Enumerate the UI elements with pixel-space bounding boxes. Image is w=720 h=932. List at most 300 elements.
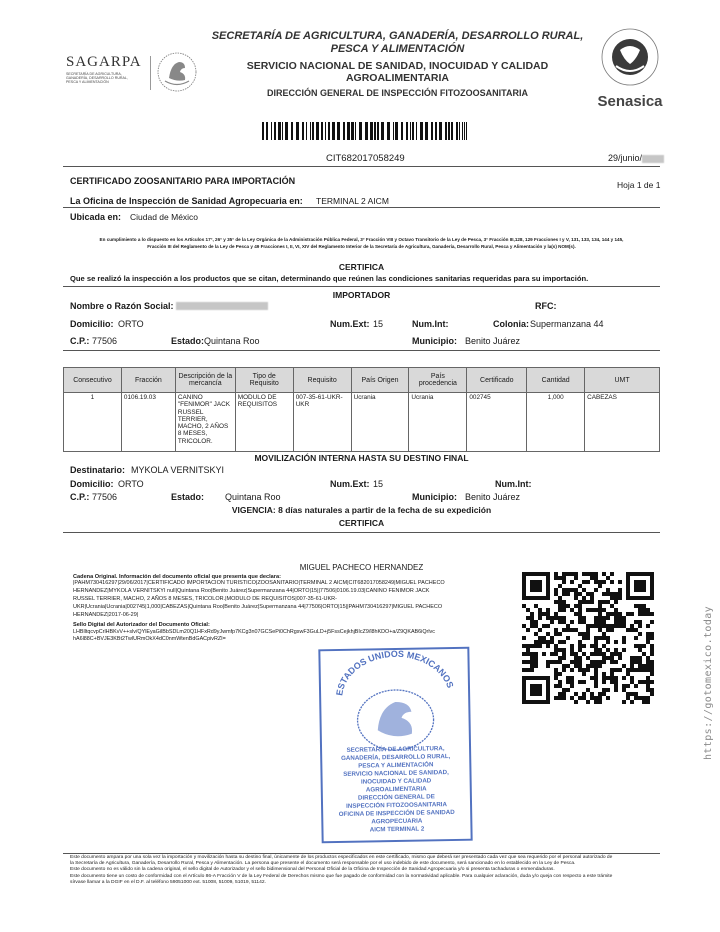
cadena-line: RUSSEL TERRIER, MACHO, 2 AÑOS 8 MESES, TRICOLOR.|MODULO DE REQUISITOS|007-35-61-UKR- xyxy=(73,596,337,602)
qr-module xyxy=(598,584,602,588)
qr-module xyxy=(530,580,534,584)
qr-module xyxy=(594,700,598,704)
qr-module xyxy=(606,624,610,628)
table-cell: 007-35-61-UKR-UKR xyxy=(293,393,351,452)
qr-module xyxy=(618,624,622,628)
qr-module xyxy=(566,636,570,640)
sagarpa-sub-line: GANADERÍA, DESARROLLO RURAL, xyxy=(66,76,128,81)
qr-module xyxy=(578,668,582,672)
qr-module xyxy=(646,632,650,636)
stamp-line: INSPECCIÓN FITOZOOSANITARIA xyxy=(346,801,448,810)
qr-module xyxy=(566,592,570,596)
qr-module xyxy=(522,596,526,600)
column-header: Certificado xyxy=(467,368,527,393)
qr-module xyxy=(634,660,638,664)
qr-module xyxy=(530,688,534,692)
qr-module xyxy=(538,644,542,648)
qr-module xyxy=(602,644,606,648)
qr-module xyxy=(522,700,526,704)
qr-module xyxy=(634,584,638,588)
qr-module xyxy=(570,628,574,632)
qr-module xyxy=(622,620,626,624)
sagarpa-logo xyxy=(66,54,148,94)
barcode-bar xyxy=(406,122,408,140)
qr-module xyxy=(534,624,538,628)
qr-module xyxy=(566,680,570,684)
qr-module xyxy=(634,696,638,700)
header-direccion: DIRECCIÓN GENERAL DE INSPECCIÓN FITOZOOSANITARIA xyxy=(266,88,529,98)
qr-module xyxy=(574,588,578,592)
qr-module xyxy=(634,580,638,584)
qr-module xyxy=(546,660,550,664)
qr-module xyxy=(582,596,586,600)
barcode-bar xyxy=(351,122,354,140)
qr-module xyxy=(642,580,646,584)
barcode-bar xyxy=(337,122,340,140)
qr-module xyxy=(618,612,622,616)
qr-module xyxy=(562,580,566,584)
qr-module xyxy=(638,696,642,700)
qr-module xyxy=(542,636,546,640)
barcode-bar xyxy=(445,122,447,140)
qr-module xyxy=(574,664,578,668)
qr-module xyxy=(618,616,622,620)
qr-module xyxy=(534,660,538,664)
qr-module xyxy=(606,696,610,700)
qr-module xyxy=(530,612,534,616)
barcode-bar xyxy=(464,122,465,140)
qr-module xyxy=(538,588,542,592)
qr-module xyxy=(598,616,602,620)
qr-module xyxy=(582,644,586,648)
stamp-line: DIRECCIÓN GENERAL DE xyxy=(357,793,435,802)
table-cell: 1 xyxy=(64,393,122,452)
qr-module xyxy=(586,688,590,692)
qr-module xyxy=(626,576,630,580)
footer-line: sírvase llamar a la DGIF en el D.F. al teléfono 59051000 ext. 51008, 51009, 51019, 51142. xyxy=(70,879,266,885)
qr-module xyxy=(630,692,634,696)
qr-module xyxy=(546,616,550,620)
qr-module xyxy=(546,588,550,592)
qr-module xyxy=(590,644,594,648)
qr-module xyxy=(550,640,554,644)
qr-module xyxy=(530,596,534,600)
official-stamp xyxy=(316,645,474,846)
qr-module xyxy=(522,652,526,656)
redacted-nombre xyxy=(176,302,268,310)
qr-module xyxy=(554,644,558,648)
barcode-bar xyxy=(328,122,330,140)
qr-module xyxy=(526,648,530,652)
qr-module xyxy=(594,644,598,648)
qr-module xyxy=(590,664,594,668)
qr-module xyxy=(558,616,562,620)
footer-line: Este documento ampara por una sola vez la importación y movilización hasta su destino final, únicamente de los productos especificados en este certificado, mismo que deberá ser presentado cada vez que sea requerido por el personal autorizado de xyxy=(70,855,613,860)
qr-module xyxy=(606,592,610,596)
qr-module xyxy=(590,608,594,612)
qr-module xyxy=(606,588,610,592)
qr-module xyxy=(558,680,562,684)
qr-module xyxy=(570,684,574,688)
qr-module xyxy=(618,592,622,596)
qr-module xyxy=(550,616,554,620)
ubicada-value: Ciudad de México xyxy=(130,212,199,222)
document-title: CERTIFICADO ZOOSANITARIO PARA IMPORTACIÓN xyxy=(70,176,296,186)
qr-module xyxy=(614,608,618,612)
qr-module xyxy=(522,588,526,592)
qr-module xyxy=(638,596,642,600)
stamp-line: SERVICIO NACIONAL DE SANIDAD, xyxy=(343,769,449,778)
qr-module xyxy=(618,588,622,592)
qr-module xyxy=(610,668,614,672)
qr-module xyxy=(650,652,654,656)
qr-module xyxy=(590,576,594,580)
qr-module xyxy=(598,696,602,700)
qr-module xyxy=(594,580,598,584)
qr-module xyxy=(530,660,534,664)
qr-module xyxy=(570,676,574,680)
qr-module xyxy=(602,676,606,680)
qr-module xyxy=(638,624,642,628)
qr-module xyxy=(610,656,614,660)
qr-module xyxy=(646,696,650,700)
qr-module xyxy=(530,652,534,656)
qr-module xyxy=(578,584,582,588)
watermark-url[interactable]: https://gotomexico.today xyxy=(703,605,714,760)
qr-module xyxy=(558,600,562,604)
qr-module xyxy=(642,584,646,588)
qr-module xyxy=(534,652,538,656)
qr-module xyxy=(562,688,566,692)
qr-module xyxy=(634,684,638,688)
qr-module xyxy=(574,700,578,704)
cadena-line: |PAHM730416297|29/06/2017|CERTIFICADO IMPORTACION TURISTICO|ZOOSANITARIO|TERMINAL 2 AICM|CIT682017058249|MIGUEL PACHECO xyxy=(73,580,445,587)
qr-module xyxy=(574,596,578,600)
qr-module xyxy=(526,596,530,600)
qr-module xyxy=(562,620,566,624)
qr-module xyxy=(606,640,610,644)
mov-numint-label: Num.Int: xyxy=(495,479,532,489)
qr-module xyxy=(578,612,582,616)
qr-module xyxy=(614,648,618,652)
qr-module xyxy=(646,572,650,576)
qr-module xyxy=(546,688,550,692)
qr-module xyxy=(566,664,570,668)
qr-module xyxy=(562,656,566,660)
qr-module xyxy=(646,664,650,668)
barcode-bar xyxy=(420,122,423,140)
barcode-bar xyxy=(448,122,450,140)
barcode-bar xyxy=(325,122,326,140)
qr-module xyxy=(626,592,630,596)
qr-module xyxy=(562,648,566,652)
qr-module xyxy=(578,608,582,612)
stamp-line: OFICINA DE INSPECCIÓN DE SANIDAD xyxy=(338,808,455,819)
qr-module xyxy=(562,640,566,644)
qr-module xyxy=(630,680,634,684)
qr-module xyxy=(582,616,586,620)
qr-module xyxy=(634,588,638,592)
qr-module xyxy=(598,604,602,608)
qr-module xyxy=(606,628,610,632)
qr-module xyxy=(538,616,542,620)
qr-module xyxy=(538,580,542,584)
qr-module xyxy=(602,636,606,640)
qr-module xyxy=(642,664,646,668)
qr-module xyxy=(562,592,566,596)
qr-module xyxy=(582,652,586,656)
qr-module xyxy=(558,576,562,580)
qr-module xyxy=(622,684,626,688)
qr-module xyxy=(582,632,586,636)
qr-module xyxy=(646,612,650,616)
qr-module xyxy=(650,584,654,588)
column-header: UMT xyxy=(585,368,660,393)
qr-module xyxy=(554,696,558,700)
qr-module xyxy=(558,596,562,600)
qr-module xyxy=(570,572,574,576)
barcode-bar xyxy=(278,122,281,140)
stamp-eagle-icon xyxy=(377,702,412,737)
mov-numext-label: Num.Ext: xyxy=(330,479,370,489)
qr-module xyxy=(614,600,618,604)
qr-module xyxy=(634,656,638,660)
qr-module xyxy=(538,584,542,588)
qr-module xyxy=(590,596,594,600)
barcode-bar xyxy=(451,122,453,140)
qr-module xyxy=(590,660,594,664)
qr-module xyxy=(586,624,590,628)
municipio-value: Benito Juárez xyxy=(465,336,521,346)
qr-module xyxy=(586,628,590,632)
barcode-bar xyxy=(374,122,376,140)
qr-module xyxy=(522,572,526,576)
qr-module xyxy=(650,648,654,652)
qr-module xyxy=(650,588,654,592)
qr-module xyxy=(570,696,574,700)
column-header: País Origen xyxy=(351,368,409,393)
qr-module xyxy=(606,648,610,652)
qr-module xyxy=(562,572,566,576)
qr-module xyxy=(626,692,630,696)
senasica-logo xyxy=(594,26,666,110)
qr-module xyxy=(534,588,538,592)
qr-module xyxy=(546,584,550,588)
qr-module xyxy=(554,676,558,680)
qr-module xyxy=(578,640,582,644)
barcode-bar xyxy=(306,122,307,140)
qr-module xyxy=(630,660,634,664)
qr-module xyxy=(602,692,606,696)
qr-module xyxy=(582,636,586,640)
qr-module xyxy=(626,684,630,688)
qr-module xyxy=(530,664,534,668)
qr-module xyxy=(538,684,542,688)
qr-module xyxy=(610,592,614,596)
stamp-line: GANADERÍA, DESARROLLO RURAL, xyxy=(341,753,451,762)
qr-module xyxy=(558,656,562,660)
qr-module xyxy=(574,572,578,576)
qr-module xyxy=(546,580,550,584)
qr-module xyxy=(526,660,530,664)
barcode-bar xyxy=(271,122,272,140)
numext-value: 15 xyxy=(373,319,384,329)
qr-module xyxy=(530,620,534,624)
barcode-bar xyxy=(431,122,433,140)
qr-module xyxy=(606,576,610,580)
qr-module xyxy=(618,668,622,672)
certifica-text: Que se realizó la inspección a los productos que se citan, determinando que reúnen las condiciones sanitarias requeridas para su importación. xyxy=(70,274,589,283)
barcode-bar xyxy=(359,122,362,140)
qr-module xyxy=(522,676,526,680)
footer-line: Este documento no es válido sin la cadena original, el sello digital de Autorizador y el sello bidimensional del Personal Oficial de la Oficina de Inspección de Sanidad Agropecuaria y/o si presenta tachaduras o enmendaduras. xyxy=(70,867,555,873)
mov-estado-label: Estado: xyxy=(171,492,205,502)
qr-module xyxy=(630,624,634,628)
table-cell: Ucrania xyxy=(409,393,467,452)
qr-module xyxy=(538,612,542,616)
barcode-bar xyxy=(266,122,268,140)
qr-module xyxy=(562,696,566,700)
qr-module xyxy=(538,628,542,632)
qr-module xyxy=(570,620,574,624)
table-cell: CABEZAS xyxy=(585,393,660,452)
qr-module xyxy=(638,668,642,672)
qr-module xyxy=(522,668,526,672)
cp-value: 77506 xyxy=(92,336,118,346)
qr-module xyxy=(550,652,554,656)
qr-module xyxy=(646,624,650,628)
qr-module xyxy=(614,668,618,672)
qr-module xyxy=(534,664,538,668)
qr-module xyxy=(594,572,598,576)
table-cell: Ucrania xyxy=(351,393,409,452)
qr-module xyxy=(538,596,542,600)
barcode-bar xyxy=(355,122,356,140)
qr-module xyxy=(522,592,526,596)
qr-module xyxy=(554,576,558,580)
numext-label: Num.Ext: xyxy=(330,319,370,329)
document-folio: CIT682017058249 xyxy=(326,153,405,164)
qr-module xyxy=(634,636,638,640)
stamp-line: PESCA Y ALIMENTACIÓN xyxy=(358,761,434,770)
qr-module xyxy=(554,672,558,676)
mov-municipio-value: Benito Juárez xyxy=(465,492,521,502)
qr-module xyxy=(590,600,594,604)
qr-module xyxy=(546,644,550,648)
qr-module xyxy=(574,692,578,696)
qr-module xyxy=(646,596,650,600)
header-servicio: SERVICIO NACIONAL DE SANIDAD, INOCUIDAD Y CALIDAD xyxy=(246,60,549,72)
qr-module xyxy=(598,612,602,616)
qr-module xyxy=(626,572,630,576)
qr-module xyxy=(594,576,598,580)
qr-module xyxy=(542,596,546,600)
qr-module xyxy=(542,652,546,656)
domicilio-label: Domicilio: xyxy=(70,319,114,329)
qr-module xyxy=(606,656,610,660)
sello-line: LHBlltqcvpCrlHBKvV++slv/QYlEyaGilBbSDLm20Q1HFxRd9yJwmfp7KCg3n07GCSePi0ChRgswF3GuLD+j5FssCejkhjBIcZ9/l8hKDO+a/Z9QKAB6iQrlvc xyxy=(73,628,435,635)
qr-module xyxy=(610,660,614,664)
qr-module xyxy=(650,620,654,624)
qr-module xyxy=(522,584,526,588)
barcode xyxy=(262,122,472,140)
qr-module xyxy=(634,604,638,608)
column-header: Descripción de la mercancía xyxy=(175,368,235,393)
oficina-value: TERMINAL 2 AICM xyxy=(316,196,389,206)
qr-module xyxy=(594,696,598,700)
qr-module xyxy=(530,588,534,592)
mov-estado-value: Quintana Roo xyxy=(225,492,281,502)
qr-module xyxy=(570,660,574,664)
qr-module xyxy=(550,660,554,664)
senasica-logo-text: Senasica xyxy=(597,93,663,110)
cp-label: C.P.: xyxy=(70,336,90,346)
qr-module xyxy=(602,616,606,620)
qr-module xyxy=(526,700,530,704)
merchandise-table xyxy=(63,367,660,452)
qr-module xyxy=(578,664,582,668)
barcode-bar xyxy=(310,122,311,140)
cadena-line: HERNANDEZ|2017-06-29| xyxy=(73,611,139,618)
qr-module xyxy=(558,692,562,696)
qr-module xyxy=(614,676,618,680)
numint-label: Num.Int: xyxy=(412,319,449,329)
barcode-bar xyxy=(296,122,299,140)
qr-module xyxy=(594,668,598,672)
qr-module xyxy=(546,696,550,700)
qr-module xyxy=(582,668,586,672)
qr-module xyxy=(558,608,562,612)
qr-module xyxy=(538,572,542,576)
qr-module xyxy=(590,676,594,680)
qr-module xyxy=(594,608,598,612)
qr-module xyxy=(626,668,630,672)
barcode-bar xyxy=(282,122,283,140)
vigencia-text: VIGENCIA: 8 días naturales a partir de la fecha de su expedición xyxy=(231,505,492,515)
qr-module xyxy=(534,632,538,636)
qr-module xyxy=(574,612,578,616)
qr-module xyxy=(598,620,602,624)
qr-module xyxy=(638,588,642,592)
qr-module xyxy=(546,612,550,616)
qr-module xyxy=(558,648,562,652)
qr-module xyxy=(546,664,550,668)
qr-module xyxy=(650,576,654,580)
qr-module xyxy=(606,676,610,680)
qr-module xyxy=(638,572,642,576)
qr-module xyxy=(598,608,602,612)
qr-module xyxy=(546,624,550,628)
qr-module xyxy=(638,608,642,612)
qr-module xyxy=(594,652,598,656)
barcode-bar xyxy=(347,122,350,140)
qr-module xyxy=(586,572,590,576)
qr-module xyxy=(602,600,606,604)
qr-module xyxy=(602,592,606,596)
qr-module xyxy=(558,584,562,588)
qr-module xyxy=(594,616,598,620)
qr-module xyxy=(650,632,654,636)
qr-module xyxy=(526,616,530,620)
qr-module xyxy=(614,620,618,624)
qr-module xyxy=(554,600,558,604)
column-header: Cantidad xyxy=(527,368,585,393)
qr-module xyxy=(598,624,602,628)
qr-module xyxy=(562,628,566,632)
qr-module xyxy=(546,640,550,644)
qr-module xyxy=(542,640,546,644)
qr-module xyxy=(554,660,558,664)
